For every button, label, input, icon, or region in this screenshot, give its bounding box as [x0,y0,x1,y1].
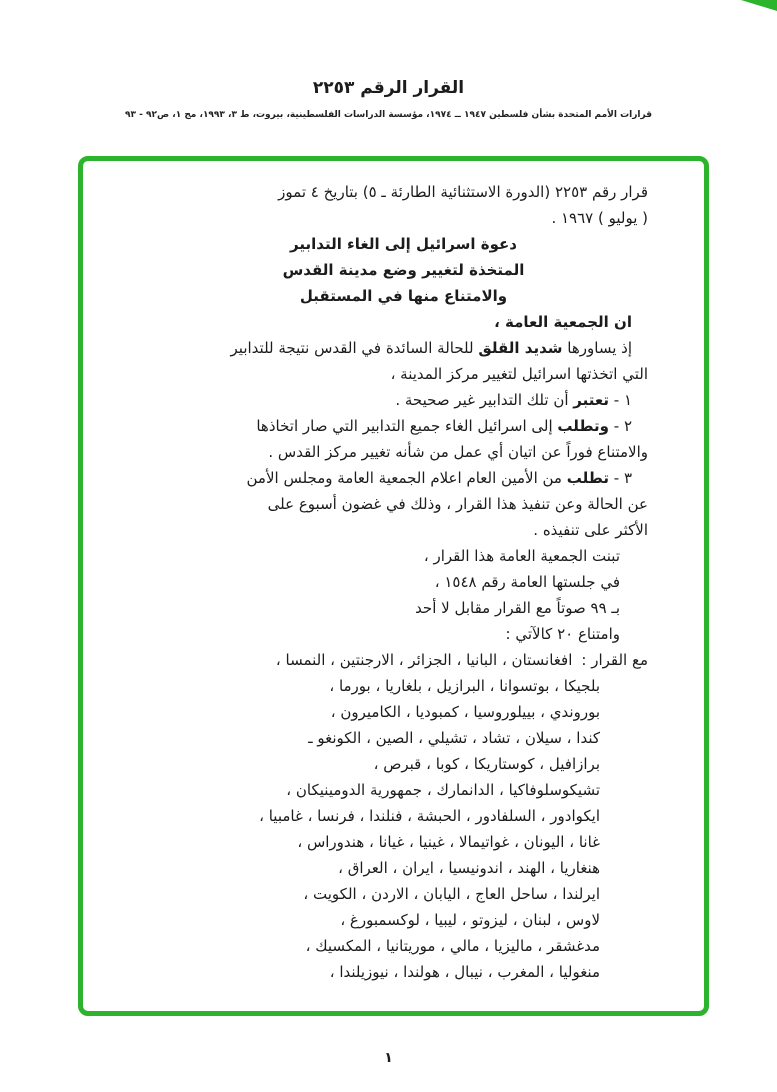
vote-countries-line-10: ايرلندا ، ساحل العاج ، اليابان ، الاردن ، الكويت ، [303,885,600,903]
adoption-line-2: في جلستها العامة رقم ١٥٤٨ ، [434,573,620,591]
item-3-number: ٣ - [608,469,632,487]
vote-countries-line-7: ايكوادور ، السلفادور ، الحبشة ، فنلندا ، فرنسا ، غامبيا ، [259,807,600,825]
resolution-heading-line-1: قرار رقم ٢٢٥٣ (الدورة الاستثنائية الطارئة ـ ٥) بتاريخ ٤ تموز [278,183,648,201]
vote-countries-line-6: تشيكوسلوفاكيا ، الدانمارك ، جمهورية الدومينيكان ، [286,781,600,799]
vote-countries-line-9: هنغاريا ، الهند ، اندونيسيا ، ايران ، العراق ، [338,859,600,877]
operative-item-2-line-2: والامتناع فوراً عن اتيان أي عمل من شأنه تغيير مركز القدس . [268,443,648,461]
page-title: القرار الرقم ٢٢٥٣ [312,78,465,98]
vote-countries-line-2: بلجيكا ، بوتسوانا ، البرازيل ، بلغاريا ، بورما ، [329,677,600,695]
operative-item-3-line-3: الأكثر على تنفيذه . [533,521,648,539]
vote-label: مع القرار : [581,651,648,669]
vote-countries-line-4: كندا ، سيلان ، تشاد ، تشيلي ، الصين ، الكونغو ـ [308,729,600,747]
operative-item-3-line-1 [159,465,648,491]
document-header [0,0,777,120]
preamble-line-1-prefix: إذ يساورها [562,339,632,357]
preamble-line-1-rest: للحالة السائدة في القدس نتيجة للتدابير [230,339,479,357]
vote-countries-line-3: بوروندي ، بييلوروسيا ، كمبوديا ، الكاميرون ، [330,703,600,721]
operative-item-3-line-2: عن الحالة وعن تنفيذ هذا القرار ، وذلك في غضون أسبوع على [267,495,648,513]
preamble-emphasis: شديد القلق [478,339,563,357]
vote-countries-line-12: مدغشقر ، ماليزيا ، مالي ، موريتانيا ، المكسيك ، [305,937,600,955]
adoption-line-3: بـ ٩٩ صوتاً مع القرار مقابل لا أحد [415,599,620,617]
item-3-verb: تطلب [566,469,609,487]
resolution-heading-line-2: ( يوليو ) ١٩٦٧ . [551,209,648,227]
vote-countries-line-1: افغانستان ، البانيا ، الجزائر ، الارجنتين ، النمسا ، [275,651,573,669]
item-2-verb: وتطلب [557,417,609,435]
vote-countries-line-11: لاوس ، لبنان ، ليزوتو ، ليبيا ، لوكسمبورغ ، [340,911,600,929]
item-1-number: ١ - [608,391,632,409]
item-1-rest: أن تلك التدابير غير صحيحة . [395,391,574,409]
document-frame [78,156,709,1016]
item-2-number: ٢ - [608,417,632,435]
preamble-line-1 [159,335,648,361]
vote-countries-line-13: منغوليا ، المغرب ، نيبال ، هولندا ، نيوزيلندا ، [329,963,600,981]
item-2-rest: إلى اسرائيل الغاء جميع التدابير التي صار اتخاذها [256,417,558,435]
resolution-text-column [83,161,704,1009]
page-number: ١ [384,1050,393,1066]
operative-item-2-line-1 [159,413,648,439]
resolution-subtitle-line-3: والامتناع منها في المستقبل [299,287,508,305]
item-3-rest: من الأمين العام اعلام الجمعية العامة ومجلس الأمن [246,469,567,487]
preamble-salutation: ان الجمعية العامة ، [494,313,632,331]
resolution-subtitle-line-1: دعوة اسرائيل إلى الغاء التدابير [290,235,517,253]
vote-line-first [159,647,648,673]
item-1-verb: تعتبر [573,391,609,409]
vote-countries-line-8: غانا ، اليونان ، غواتيمالا ، غينيا ، غيانا ، هندوراس ، [297,833,600,851]
resolution-subtitle-line-2: المتخذة لتغيير وضع مدينة القدس [282,261,525,279]
operative-item-1 [159,387,648,413]
vote-countries-line-5: برازافيل ، كوستاريكا ، كوبا ، قبرص ، [373,755,600,773]
adoption-line-4: وامتناع ٢٠ كالآتي : [505,625,620,643]
preamble-line-2: التي اتخذتها اسرائيل لتغيير مركز المدينة ، [390,365,648,383]
adoption-line-1: تبنت الجمعية العامة هذا القرار ، [423,547,620,565]
citation-line: قرارات الأمم المتحدة بشأن فلسطين ١٩٤٧ ــ ١٩٧٤، مؤسسة الدراسات الفلسطينية، بيروت، ط ٣، ١٩٩٣، مج ١، ص٩٢ - ٩٣ [125,110,652,120]
